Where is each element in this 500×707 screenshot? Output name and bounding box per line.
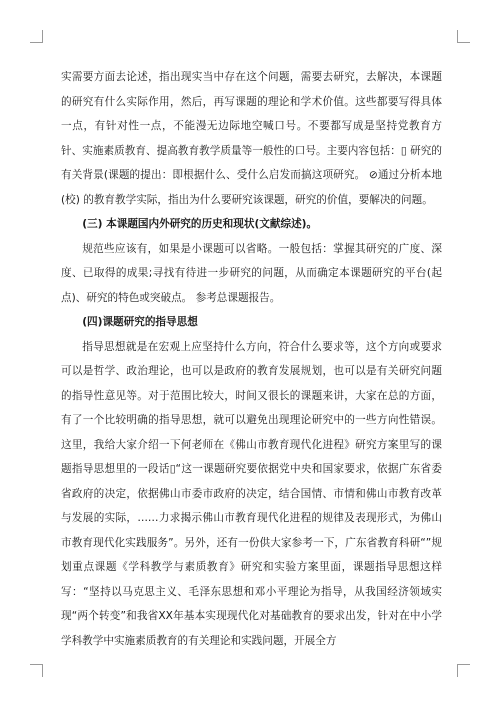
crop-mark-top-right xyxy=(457,30,470,43)
document-body xyxy=(61,65,442,653)
body-paragraph-guiding-ideology: 指导思想就是在宏观上应坚持什么方向，符合什么要求等，这个方向或要求可以是哲学、政治理论，也可以是政府的教育发展规划，也可以是有关研究问题的指导性意见等。对于范围比较大，时间又很长的课题来讲，大家在总的方面，有了一个比较明确的指导思想，就可以避免出现理论研究中的一些方向性错误。这里，我给大家介绍一下何老师在《佛山市教育现代化进程》研究方案里写的课题指导思想里的一段话▯“这一课题研究要依据党中央和国家要求，依据广东省委省政府的决定，依据佛山市委市政府的决定，结合国情、市情和佛山市教育改革与发展的实际，……力求揭示佛山市教育现代化进程的规律及表现形式，为佛山市教育现代化实践服务”。另外，还有一份供大家参考一下，广东省教育科研“”规划重点课题《学科教学与素质教育》研究和实验方案里面，课题指导思想这样写：“坚持以马克思主义、毛泽东思想和邓小平理论为指导，从我国经济领域实现“两个转变”和我省XX年基本实现现代化对基础教育的要求出发，针对在中小学学科教学中实施素质教育的有关理论和实践问题，开展全方 xyxy=(61,340,442,647)
body-paragraph-continuation: 实需要方面去论述，指出现实当中存在这个问题，需要去研究，去解决，本课题的研究有什么实际作用，然后，再写课题的理论和学术价值。这些都要写得具体一点，有针对性一点，不能漫无边际地空喊口号。不要都写成是坚持党教育方针、实施素质教育、提高教育教学质量等一般性的口号。主要内容包括：▯ 研究的有关背景(课题的提出：即根据什么、受什么启发而搞这项研究。 ⊘通过分析本地(校) 的教育教学实际，指出为什么要研究该课题，研究的价值，要解决的问题。 xyxy=(61,71,442,206)
crop-mark-bottom-right xyxy=(457,664,470,677)
section-heading-literature-review: (三) 本课题国内外研究的历史和现状(文献综述)。 xyxy=(82,218,318,230)
crop-mark-bottom-left xyxy=(30,664,43,677)
body-paragraph-literature-review: 规范些应该有，如果是小课题可以省略。一般包括：掌握其研究的广度、深度、已取得的成果;寻找有待进一步研究的问题，从而确定本课题研究的平台(起点)、研究的特色或突破点。 参考总课题报告。 xyxy=(61,242,442,304)
section-heading-guiding-ideology: (四)课题研究的指导思想 xyxy=(82,316,198,328)
crop-mark-top-left xyxy=(30,30,43,43)
